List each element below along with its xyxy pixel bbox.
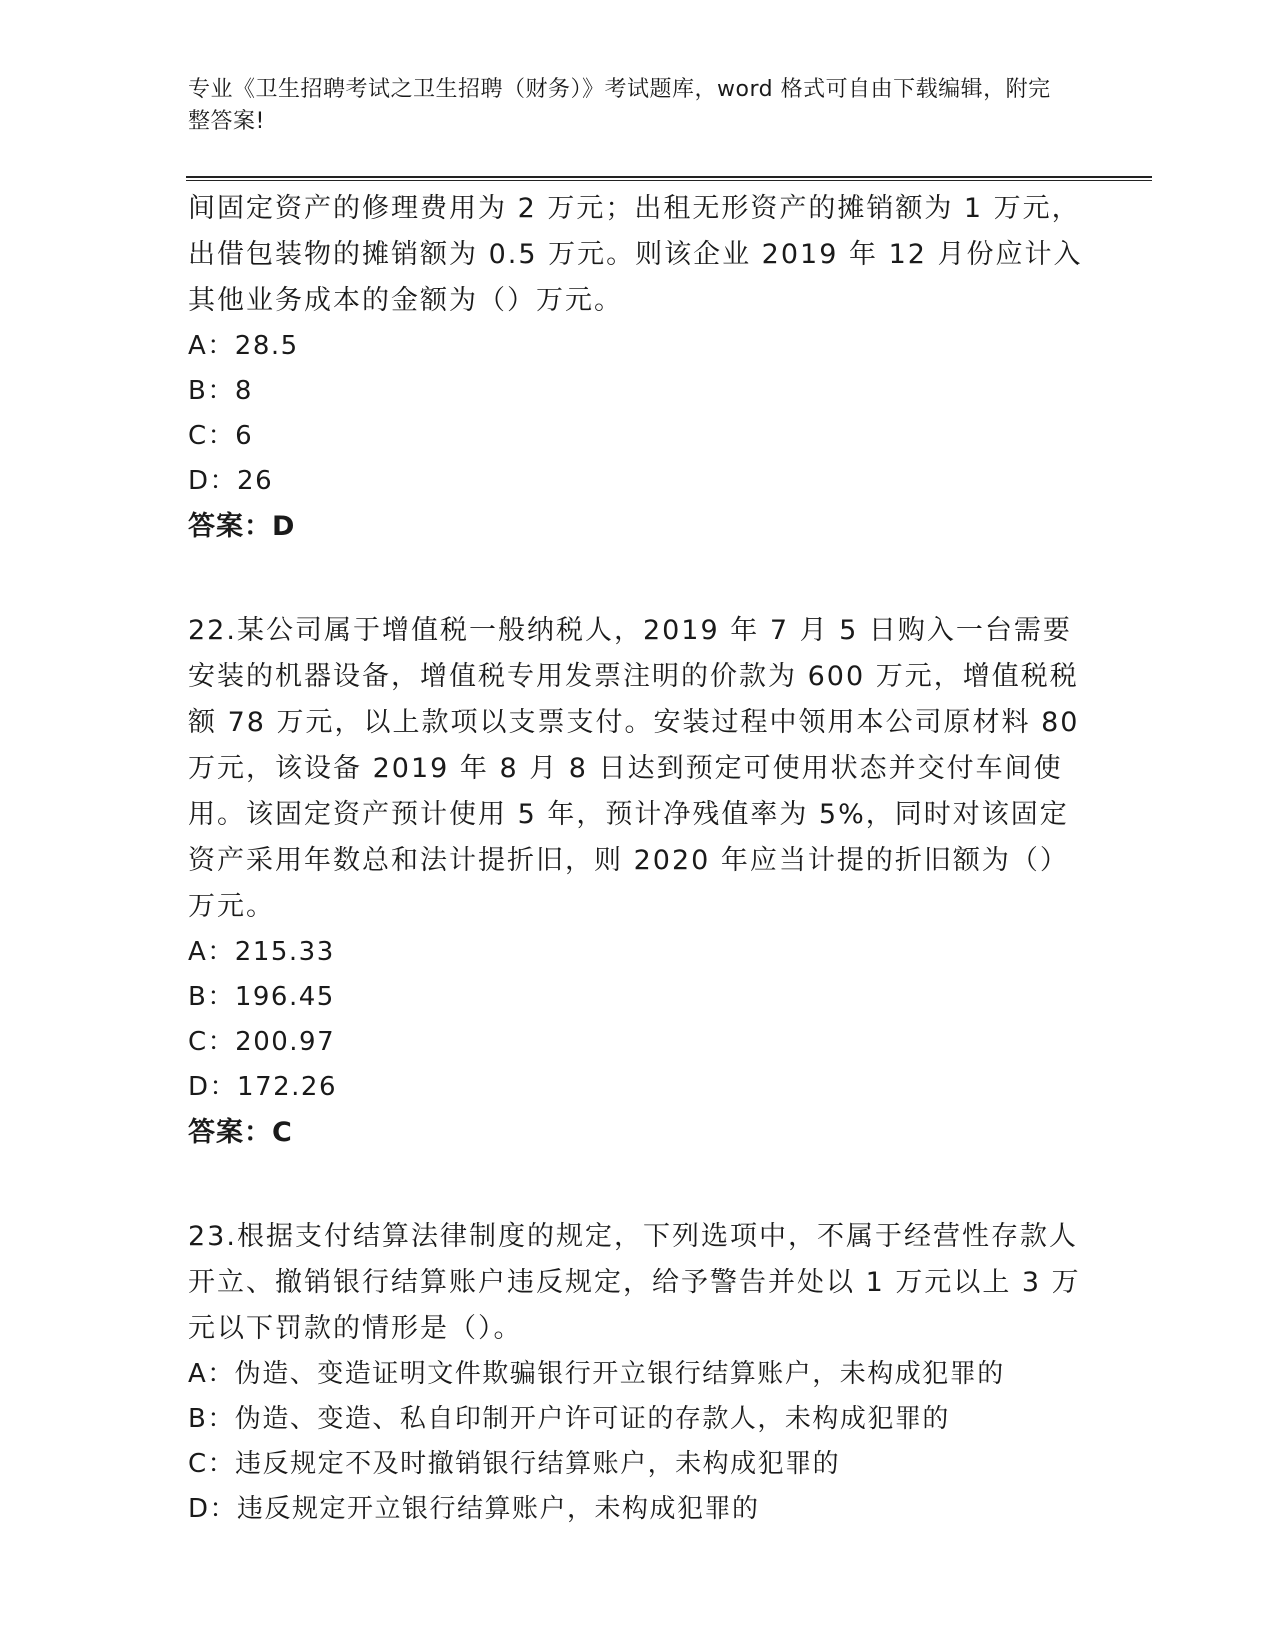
option-a: A：215.33 bbox=[188, 937, 335, 967]
option-c: C：违反规定不及时撤销银行结算账户，未构成犯罪的 bbox=[188, 1449, 841, 1479]
question-stem: 22.某公司属于增值税一般纳税人，2019 年 7 月 5 日购入一台需要安装的机器设备，增值税专用发票注明的价款为 600 万元，增值税税额 78 万元，以上款项以支票支付。安装过程中领用本公司原材料 80 万元，该设备 2019 年 8 月 8 日达到预定可使用状态并交付车间使用。该固定资产预计使用 5 年，预计净残值率为 5%，同时对该固定资产采用年数总和法计提折旧，则 2020 年应当计提的折旧额为（）万元。 bbox=[188, 615, 1080, 922]
option-d: D：172.26 bbox=[188, 1072, 337, 1102]
option-a: A：28.5 bbox=[188, 331, 299, 361]
option-c: C：6 bbox=[188, 421, 254, 451]
option-b: B：伪造、变造、私自印制开户许可证的存款人，未构成犯罪的 bbox=[188, 1404, 950, 1434]
answer: 答案：C bbox=[188, 1117, 293, 1148]
question-stem: 23.根据支付结算法律制度的规定，下列选项中，不属于经营性存款人开立、撤销银行结算账户违反规定，给予警告并处以 1 万元以上 3 万元以下罚款的情形是（）。 bbox=[188, 1221, 1081, 1344]
option-a: A：伪造、变造证明文件欺骗银行开立银行结算账户，未构成犯罪的 bbox=[188, 1359, 1005, 1389]
question-stem: 间固定资产的修理费用为 2 万元；出租无形资产的摊销额为 1 万元，出借包装物的摊销额为 0.5 万元。则该企业 2019 年 12 月份应计入其他业务成本的金额为（）万元。 bbox=[188, 193, 1083, 316]
document-header: 专业《卫生招聘考试之卫生招聘（财务）》考试题库，word 格式可自由下载编辑，附完整答案! bbox=[188, 77, 1051, 134]
question-22 bbox=[188, 608, 1088, 1156]
option-d: D：26 bbox=[188, 466, 274, 496]
answer: 答案：D bbox=[188, 511, 296, 542]
question-list bbox=[188, 186, 1088, 1532]
question-21-continuation bbox=[188, 186, 1088, 550]
question-23 bbox=[188, 1214, 1088, 1532]
option-b: B：196.45 bbox=[188, 982, 335, 1012]
option-c: C：200.97 bbox=[188, 1027, 336, 1057]
option-b: B：8 bbox=[188, 376, 253, 406]
option-d: D：违反规定开立银行结算账户，未构成犯罪的 bbox=[188, 1494, 760, 1524]
header-divider bbox=[186, 176, 1152, 181]
